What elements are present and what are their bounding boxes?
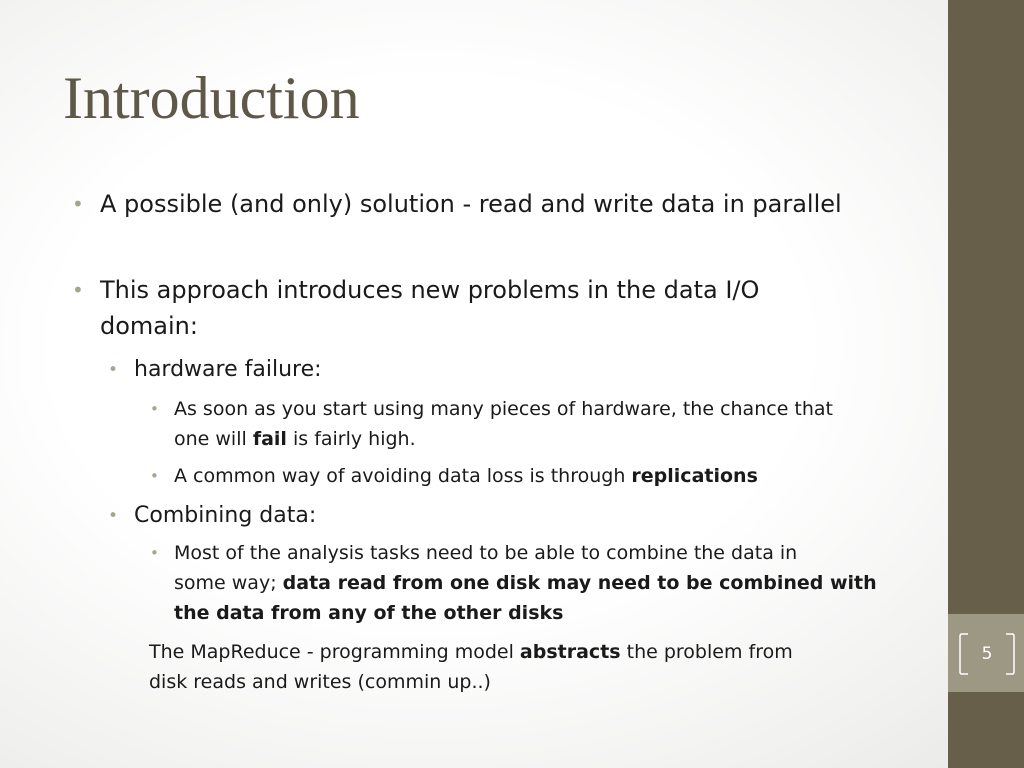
point-replications <box>150 461 914 491</box>
point-text-bold: data read from one disk may need to be combined with <box>282 572 877 594</box>
point-text-plain: A common way of avoiding data loss is through <box>174 465 632 487</box>
bullet-dot-icon: • <box>150 544 159 562</box>
bullet-text-line2: domain: <box>100 312 198 340</box>
point-text-bold: the data from any of the other disks <box>174 602 564 624</box>
point-text-plain: some way; <box>174 572 283 594</box>
page-number: 5 <box>981 644 993 664</box>
slide-title: Introduction <box>63 65 360 131</box>
point-text-bold: fail <box>252 428 287 450</box>
note-text-bold: abstracts <box>519 641 621 663</box>
point-text-line2 <box>174 424 914 454</box>
point-text <box>174 461 914 491</box>
point-text-bold: replications <box>631 465 758 487</box>
note-text-plain: The MapReduce - programming model <box>149 641 520 663</box>
subbullet-text: hardware failure: <box>134 357 322 382</box>
note-line2: disk reads and writes (commin up..) <box>149 671 491 693</box>
point-combine-data <box>150 538 914 628</box>
note-line1 <box>149 637 919 667</box>
subbullet-hardware-failure <box>108 354 914 386</box>
mapreduce-note <box>149 637 919 697</box>
bullet-dot-icon: • <box>108 360 119 380</box>
subbullet-combining-data <box>108 500 914 532</box>
point-text-line1: As soon as you start using many pieces of hardware, the chance that <box>174 398 834 420</box>
bullet-new-problems <box>72 272 920 344</box>
note-text-plain: the problem from <box>620 641 793 663</box>
bullet-dot-icon: • <box>108 506 119 526</box>
bullet-dot-icon: • <box>72 192 84 216</box>
point-hardware-fail-chance <box>150 394 914 454</box>
subbullet-text: Combining data: <box>134 503 317 528</box>
point-text-plain: is fairly high. <box>286 428 416 450</box>
point-text-plain: one will <box>174 428 253 450</box>
point-text-line1: Most of the analysis tasks need to be able to combine the data in <box>174 542 798 564</box>
bullet-parallel-solution <box>72 186 920 222</box>
bullet-dot-icon: • <box>150 400 159 418</box>
point-text-line3 <box>174 598 914 628</box>
bullet-text-line1: This approach introduces new problems in the data I/O <box>100 276 760 304</box>
bullet-text: A possible (and only) solution - read and write data in parallel <box>100 190 842 218</box>
point-text-line2 <box>174 568 914 598</box>
page-number-frame <box>958 632 1016 676</box>
bullet-dot-icon: • <box>150 467 159 485</box>
bullet-dot-icon: • <box>72 278 84 302</box>
